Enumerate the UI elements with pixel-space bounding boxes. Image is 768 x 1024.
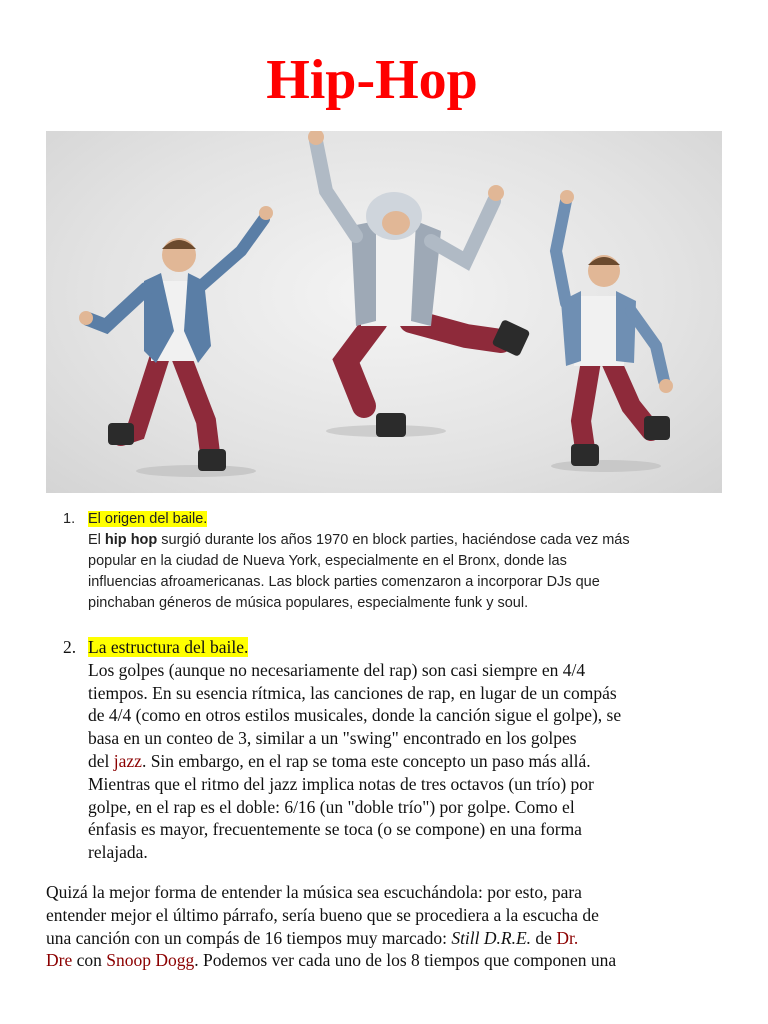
structure-text-line: Mientras que el ritmo del jazz implica notas de tres octavos (un trío) por (88, 773, 594, 794)
list-number: 1. (63, 511, 76, 527)
jazz-link[interactable]: jazz (113, 750, 142, 771)
paragraph-text: con (72, 950, 107, 971)
origin-text-line: influencias afroamericanas. Las block parties comenzaron a incorporar DJs que (88, 574, 600, 590)
structure-text-prefix: del (88, 750, 114, 771)
structure-text-line: . Sin embargo, en el rap se toma este concepto un paso más allá. (141, 750, 591, 771)
structure-text-line: basa en un conteo de 3, similar a un "swing" encontrado en los golpes (88, 728, 577, 749)
origin-text-line: surgió durante los años 1970 en block parties, haciéndose cada vez más (157, 532, 630, 548)
origin-text-line: popular en la ciudad de Nueva York, especialmente en el Bronx, donde las (88, 553, 567, 569)
paragraph-text: una canción con un compás de 16 tiempos muy marcado: (46, 927, 452, 948)
dr-dre-link[interactable]: Dr. (556, 927, 579, 948)
structure-heading: La estructura del baile. (88, 637, 249, 657)
dancer-right (556, 190, 673, 466)
paragraph-line: Quizá la mejor forma de entender la música sea escuchándola: por esto, para (46, 882, 582, 902)
list-item-structure (63, 636, 733, 864)
song-title: Still D.R.E. (451, 927, 532, 948)
dr-dre-link-continued[interactable]: Dre (46, 950, 73, 971)
snoop-dogg-link[interactable]: Snoop Dogg (106, 950, 195, 971)
paragraph-text: de (531, 927, 557, 948)
paragraph-line: entender mejor el último párrafo, sería bueno que se procediera a la escucha de (46, 904, 599, 925)
structure-text-line: énfasis es mayor, frecuentemente se toca (o se compone) en una forma (88, 819, 582, 840)
list-number: 2. (63, 637, 77, 657)
hip-hop-bold: hip hop (104, 532, 158, 548)
structure-text-line: golpe, en el rap es el doble: 6/16 (un "doble trío") por golpe. Como el (88, 796, 575, 817)
paragraph-text: . Podemos ver cada uno de los 8 tiempos que componen una (194, 950, 617, 971)
structure-text-line: Los golpes (aunque no necesariamente del rap) son casi siempre en 4/4 (88, 659, 586, 680)
dancer-center (308, 131, 531, 437)
dancers-photo (46, 131, 722, 493)
structure-text-line: relajada. (88, 842, 148, 863)
origin-text-prefix: El (88, 532, 105, 548)
origin-text-line: pinchaban géneros de música populares, especialmente funk y soul. (88, 595, 529, 611)
list-item-origin (63, 509, 733, 614)
origin-heading: El origen del baile. (88, 511, 208, 527)
structure-text-line: de 4/4 (como en otros estilos musicales, donde la canción sigue el golpe), se (88, 705, 622, 726)
page-title: Hip-Hop (266, 49, 478, 111)
structure-text-line: tiempos. En su esencia rítmica, las canciones de rap, en lugar de un compás (88, 682, 617, 703)
body-paragraph (46, 881, 726, 972)
dancer-left (79, 206, 273, 471)
